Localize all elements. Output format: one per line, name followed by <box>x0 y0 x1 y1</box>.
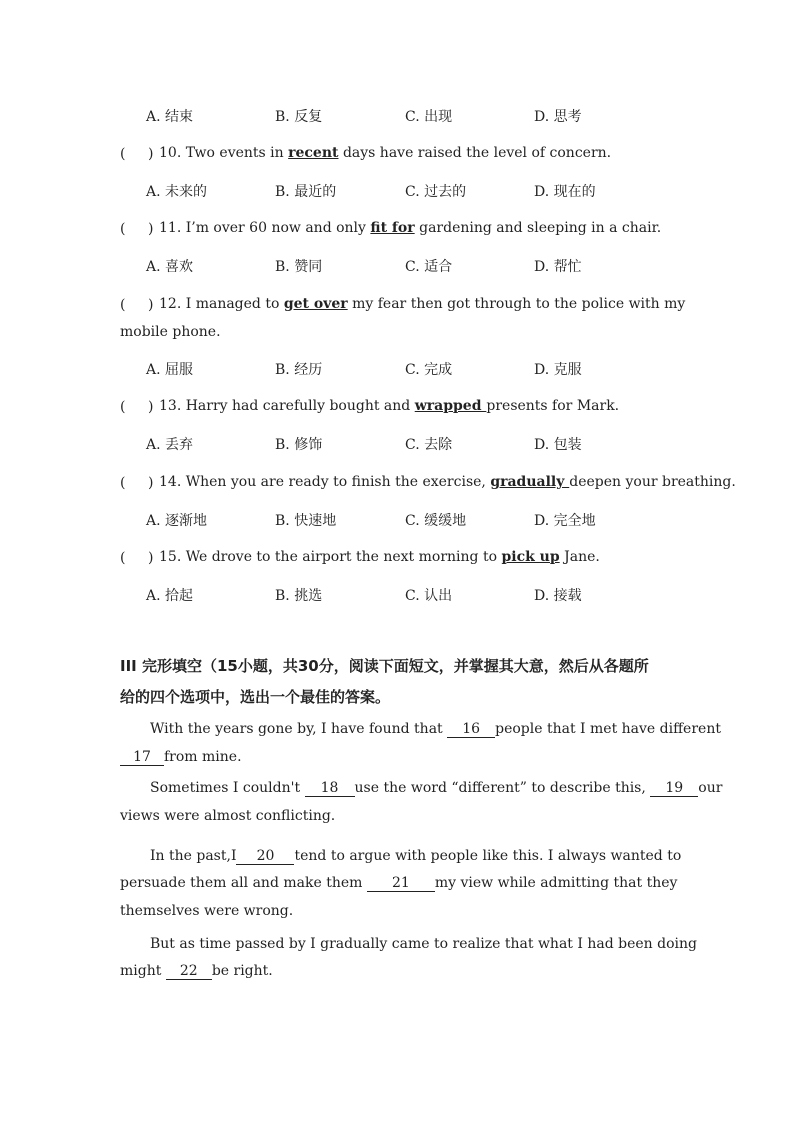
q10-stem <box>159 145 611 161</box>
q14-keyword: gradually <box>490 474 570 490</box>
q14-option-a: A. 逐渐地 <box>146 513 208 529</box>
q12-option-d: D. 克服 <box>534 362 582 378</box>
para4-line2 <box>120 962 273 980</box>
q13-option-d: D. 包装 <box>534 437 582 453</box>
q12-option-a: A. 屈服 <box>146 362 194 378</box>
q13-option-c: C. 去除 <box>405 437 453 453</box>
q15-post: Jane. <box>559 549 600 565</box>
q13-option-a: A. 丢弃 <box>146 437 194 453</box>
q11-paren-close: ) <box>148 221 154 237</box>
q9-option-b: B. 反复 <box>275 109 323 125</box>
q15-option-b: B. 挑选 <box>275 588 323 604</box>
q9-option-c: C. 出现 <box>405 109 453 125</box>
q10-option-b: B. 最近的 <box>275 184 337 200</box>
blank-16[interactable]: 16 <box>447 721 495 738</box>
q10-option-d: D. 现在的 <box>534 184 596 200</box>
q14-stem <box>159 474 736 490</box>
q12-pre: 12. I managed to <box>159 296 284 312</box>
para1-line2 <box>120 748 242 766</box>
para2-text-b: use the word “different” to describe this, <box>354 780 651 796</box>
blank-20[interactable]: 20 <box>236 848 294 865</box>
q11-keyword: fit for <box>370 220 415 236</box>
q11-option-d: D. 帮忙 <box>534 259 582 275</box>
para2-line2: views were almost conflicting. <box>120 808 336 824</box>
blank-22[interactable]: 22 <box>166 963 212 980</box>
q12-option-b: B. 经历 <box>275 362 323 378</box>
q13-option-b: B. 修饰 <box>275 437 323 453</box>
q10-paren-open: ( <box>120 146 126 162</box>
q11-post: gardening and sleeping in a chair. <box>414 220 662 236</box>
q12-continuation: mobile phone. <box>120 324 221 340</box>
q13-paren-close: ) <box>148 399 154 415</box>
q15-option-a: A. 拾起 <box>146 588 194 604</box>
q11-pre: 11. I’m over 60 now and only <box>159 220 371 236</box>
para2-text-a: Sometimes I couldn't <box>150 780 305 796</box>
q11-stem <box>159 220 661 236</box>
para2-line1 <box>150 779 722 797</box>
q14-pre: 14. When you are ready to finish the exercise, <box>159 474 491 490</box>
q14-post: deepen your breathing. <box>569 474 736 490</box>
q13-pre: 13. Harry had carefully bought and <box>159 398 415 414</box>
q10-keyword: recent <box>288 145 339 161</box>
blank-19[interactable]: 19 <box>650 780 698 797</box>
q14-option-c: C. 缓缓地 <box>405 513 467 529</box>
para1-text-b: people that I met have different <box>495 721 721 737</box>
q10-option-c: C. 过去的 <box>405 184 467 200</box>
para2-text-c: our <box>698 780 723 796</box>
para3-text-d: my view while admitting that they <box>434 875 678 891</box>
q15-option-c: C. 认出 <box>405 588 453 604</box>
para4-text-c: be right. <box>211 963 273 979</box>
q14-paren-close: ) <box>148 475 154 491</box>
para1-line1 <box>150 720 721 738</box>
q11-option-b: B. 赞同 <box>275 259 323 275</box>
para3-text-b: tend to argue with people like this. I always wanted to <box>294 848 682 864</box>
para4-text-b: might <box>120 963 166 979</box>
para1-text-c: from mine. <box>164 749 242 765</box>
q11-option-a: A. 喜欢 <box>146 259 194 275</box>
q13-paren-open: ( <box>120 399 126 415</box>
section3-heading-line1: III 完形填空（15小题，共30分，阅读下面短文，并掌握其大意，然后从各题所 <box>120 657 649 675</box>
para4-line1: But as time passed by I gradually came to realize that what I had been doing <box>150 936 697 952</box>
q13-post: presents for Mark. <box>486 398 620 414</box>
q14-option-d: D. 完全地 <box>534 513 596 529</box>
q12-paren-open: ( <box>120 297 126 313</box>
q11-paren-open: ( <box>120 221 126 237</box>
q15-stem <box>159 549 600 565</box>
q12-keyword: get over <box>283 296 348 312</box>
para3-text-a: In the past,I <box>150 848 237 864</box>
section3-heading-line2: 给的四个选项中，选出一个最佳的答案。 <box>120 688 391 706</box>
blank-18[interactable]: 18 <box>305 780 355 797</box>
q13-keyword: wrapped <box>414 398 487 414</box>
q9-option-a: A. 结束 <box>146 109 194 125</box>
q15-paren-open: ( <box>120 550 126 566</box>
q12-stem <box>159 296 685 312</box>
q15-keyword: pick up <box>501 549 560 565</box>
q11-option-c: C. 适合 <box>405 259 453 275</box>
q10-paren-close: ) <box>148 146 154 162</box>
q9-option-d: D. 思考 <box>534 109 582 125</box>
q10-post: days have raised the level of concern. <box>338 145 612 161</box>
q15-paren-close: ) <box>148 550 154 566</box>
q10-pre: 10. Two events in <box>159 145 289 161</box>
q14-option-b: B. 快速地 <box>275 513 337 529</box>
q15-pre: 15. We drove to the airport the next morning to <box>159 549 502 565</box>
blank-17[interactable]: 17 <box>120 749 164 766</box>
q12-post: my fear then got through to the police with my <box>347 296 686 312</box>
para3-line1 <box>150 847 681 865</box>
para3-line2 <box>120 874 677 892</box>
q10-option-a: A. 未来的 <box>146 184 208 200</box>
q12-option-c: C. 完成 <box>405 362 453 378</box>
blank-21[interactable]: 21 <box>367 875 435 892</box>
para3-text-c: persuade them all and make them <box>120 875 367 891</box>
q15-option-d: D. 接载 <box>534 588 582 604</box>
q14-paren-open: ( <box>120 475 126 491</box>
q12-paren-close: ) <box>148 297 154 313</box>
q13-stem <box>159 398 619 414</box>
para3-line3: themselves were wrong. <box>120 903 294 919</box>
para1-text-a: With the years gone by, I have found that <box>150 721 448 737</box>
